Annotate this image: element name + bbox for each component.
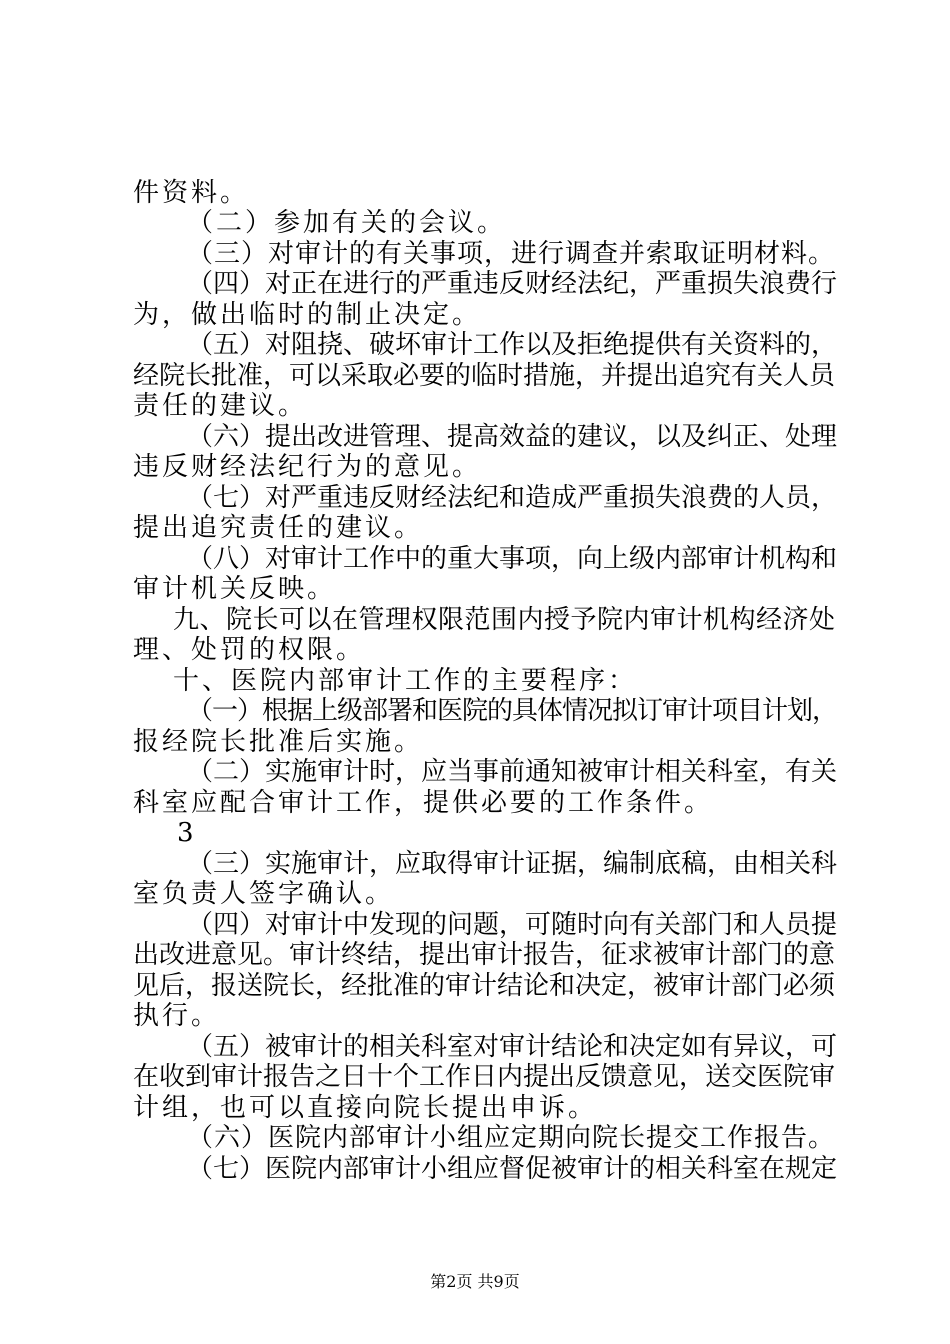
text-line: （五）被审计的相关科室对审计结论和决定如有异议，可 <box>187 1032 838 1062</box>
text-line: （四）对审计中发现的问题，可随时向有关部门和人员提 <box>187 910 838 940</box>
text-line: 违反财经法纪行为的意见。 <box>133 452 482 482</box>
text-line: 见后，报送院长，经批准的审计结论和决定，被审计部门必须 <box>133 971 836 1001</box>
text-line: 十、医院内部审计工作的主要程序： <box>173 666 638 696</box>
page-footer <box>0 1272 950 1292</box>
text-line: 经院长批准，可以采取必要的临时措施，并提出追究有关人员 <box>133 361 836 391</box>
text-line: 科室应配合审计工作，提供必要的工作条件。 <box>133 788 714 818</box>
text-line: 出改进意见。审计终结，提出审计报告，征求被审计部门的意 <box>133 940 836 970</box>
text-line: （六）医院内部审计小组应定期向院长提交工作报告。 <box>187 1123 836 1153</box>
text-line: 报经院长批准后实施。 <box>133 727 424 757</box>
text-line: 九、院长可以在管理权限范围内授予院内审计机构经济处 <box>173 605 836 635</box>
text-line: （四）对正在进行的严重违反财经法纪，严重损失浪费行 <box>187 269 838 299</box>
text-line: 执行。 <box>133 1001 221 1031</box>
text-line: 室负责人签字确认。 <box>133 879 395 909</box>
text-line: （二）参加有关的会议。 <box>187 208 507 238</box>
text-line: （七）对严重违反财经法纪和造成严重损失浪费的人员， <box>187 483 838 513</box>
text-line: （一）根据上级部署和医院的具体情况拟订审计项目计划， <box>187 696 838 726</box>
text-line: 在收到审计报告之日十个工作日内提出反馈意见，送交医院审 <box>133 1062 836 1092</box>
text-line: （二）实施审计时，应当事前通知被审计相关科室，有关 <box>187 757 838 787</box>
text-line: 理、处罚的权限。 <box>133 635 366 665</box>
text-line: （三）对审计的有关事项，进行调查并索取证明材料。 <box>187 239 836 269</box>
text-line: 责任的建议。 <box>133 391 308 421</box>
text-line: （八）对审计工作中的重大事项，向上级内部审计机构和 <box>187 544 838 574</box>
text-line: 计组，也可以直接向院长提出申诉。 <box>133 1093 598 1123</box>
text-line: 审计机关反映。 <box>133 574 337 604</box>
text-line: 为，做出临时的制止决定。 <box>133 300 482 330</box>
text-line: （六）提出改进管理、提高效益的建议，以及纠正、处理 <box>187 422 838 452</box>
text-line: （三）实施审计，应取得审计证据，编制底稿，由相关科 <box>187 849 838 879</box>
page-number-inline: 3 <box>177 818 197 848</box>
text-line: 件资料。 <box>133 178 250 208</box>
text-line: （五）对阻挠、破坏审计工作以及拒绝提供有关资料的， <box>187 330 838 360</box>
text-line: 提出追究责任的建议。 <box>133 513 424 543</box>
page-indicator: 第2页 共9页 <box>430 1272 520 1291</box>
text-line: （七）医院内部审计小组应督促被审计的相关科室在规定 <box>187 1154 838 1184</box>
